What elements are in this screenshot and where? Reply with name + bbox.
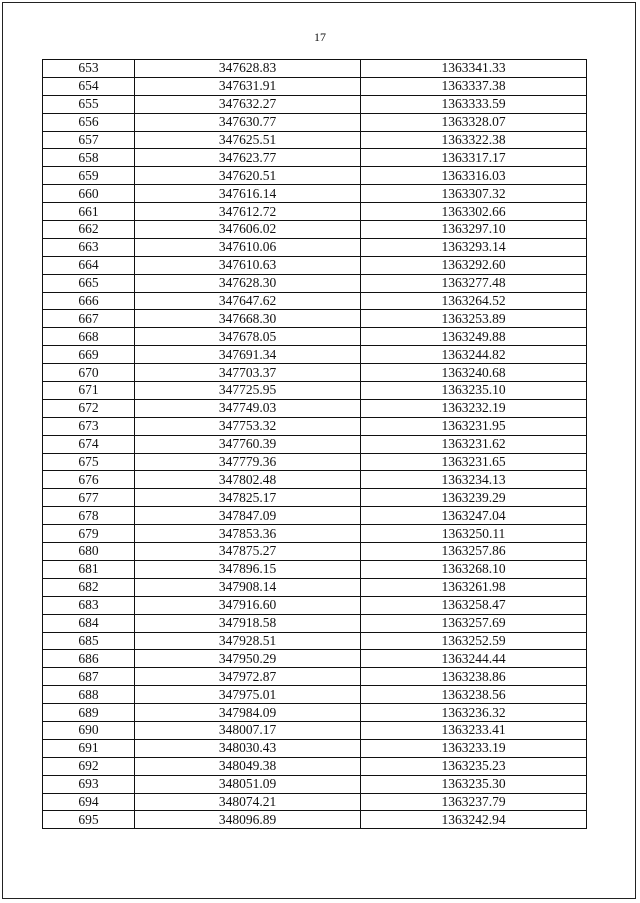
x-coordinate-cell: 348051.09 [135, 775, 361, 793]
x-coordinate-cell: 347975.01 [135, 686, 361, 704]
y-coordinate-cell: 1363233.41 [361, 721, 587, 739]
table-row [43, 811, 587, 829]
y-coordinate-cell: 1363261.98 [361, 578, 587, 596]
y-coordinate-cell: 1363316.03 [361, 167, 587, 185]
y-coordinate-cell: 1363258.47 [361, 596, 587, 614]
table-row [43, 721, 587, 739]
table-row [43, 382, 587, 400]
y-coordinate-cell: 1363328.07 [361, 113, 587, 131]
point-number-cell: 659 [43, 167, 135, 185]
y-coordinate-cell: 1363233.19 [361, 739, 587, 757]
table-row [43, 346, 587, 364]
point-number-cell: 658 [43, 149, 135, 167]
table-row [43, 60, 587, 78]
table-row [43, 632, 587, 650]
point-number-cell: 664 [43, 256, 135, 274]
table-row [43, 131, 587, 149]
point-number-cell: 666 [43, 292, 135, 310]
y-coordinate-cell: 1363238.86 [361, 668, 587, 686]
x-coordinate-cell: 347908.14 [135, 578, 361, 596]
y-coordinate-cell: 1363247.04 [361, 507, 587, 525]
point-number-cell: 685 [43, 632, 135, 650]
y-coordinate-cell: 1363239.29 [361, 489, 587, 507]
table-row [43, 417, 587, 435]
point-number-cell: 687 [43, 668, 135, 686]
point-number-cell: 672 [43, 399, 135, 417]
point-number-cell: 668 [43, 328, 135, 346]
table-row [43, 167, 587, 185]
x-coordinate-cell: 347610.06 [135, 238, 361, 256]
x-coordinate-cell: 347802.48 [135, 471, 361, 489]
y-coordinate-cell: 1363244.44 [361, 650, 587, 668]
x-coordinate-cell: 347853.36 [135, 525, 361, 543]
y-coordinate-cell: 1363253.89 [361, 310, 587, 328]
y-coordinate-cell: 1363244.82 [361, 346, 587, 364]
x-coordinate-cell: 347612.72 [135, 203, 361, 221]
y-coordinate-cell: 1363257.69 [361, 614, 587, 632]
table-row [43, 507, 587, 525]
y-coordinate-cell: 1363257.86 [361, 543, 587, 561]
table-row [43, 238, 587, 256]
point-number-cell: 657 [43, 131, 135, 149]
x-coordinate-cell: 347749.03 [135, 399, 361, 417]
coordinates-table [42, 59, 587, 829]
point-number-cell: 695 [43, 811, 135, 829]
x-coordinate-cell: 347668.30 [135, 310, 361, 328]
x-coordinate-cell: 347753.32 [135, 417, 361, 435]
y-coordinate-cell: 1363231.95 [361, 417, 587, 435]
table-row [43, 203, 587, 221]
point-number-cell: 677 [43, 489, 135, 507]
y-coordinate-cell: 1363238.56 [361, 686, 587, 704]
y-coordinate-cell: 1363237.79 [361, 793, 587, 811]
point-number-cell: 673 [43, 417, 135, 435]
table-row [43, 614, 587, 632]
table-row [43, 650, 587, 668]
y-coordinate-cell: 1363231.65 [361, 453, 587, 471]
x-coordinate-cell: 347916.60 [135, 596, 361, 614]
x-coordinate-cell: 347628.83 [135, 60, 361, 78]
table-row [43, 399, 587, 417]
table-row [43, 274, 587, 292]
table-row [43, 739, 587, 757]
point-number-cell: 674 [43, 435, 135, 453]
point-number-cell: 684 [43, 614, 135, 632]
y-coordinate-cell: 1363236.32 [361, 704, 587, 722]
table-row [43, 310, 587, 328]
point-number-cell: 690 [43, 721, 135, 739]
table-row [43, 364, 587, 382]
x-coordinate-cell: 348074.21 [135, 793, 361, 811]
table-row [43, 686, 587, 704]
y-coordinate-cell: 1363231.62 [361, 435, 587, 453]
y-coordinate-cell: 1363337.38 [361, 77, 587, 95]
x-coordinate-cell: 347623.77 [135, 149, 361, 167]
x-coordinate-cell: 347928.51 [135, 632, 361, 650]
x-coordinate-cell: 347984.09 [135, 704, 361, 722]
y-coordinate-cell: 1363252.59 [361, 632, 587, 650]
x-coordinate-cell: 347625.51 [135, 131, 361, 149]
point-number-cell: 661 [43, 203, 135, 221]
y-coordinate-cell: 1363268.10 [361, 560, 587, 578]
point-number-cell: 692 [43, 757, 135, 775]
point-number-cell: 691 [43, 739, 135, 757]
point-number-cell: 680 [43, 543, 135, 561]
x-coordinate-cell: 347896.15 [135, 560, 361, 578]
table-row [43, 704, 587, 722]
x-coordinate-cell: 348030.43 [135, 739, 361, 757]
table-row [43, 560, 587, 578]
point-number-cell: 667 [43, 310, 135, 328]
table-row [43, 113, 587, 131]
y-coordinate-cell: 1363297.10 [361, 221, 587, 239]
table-row [43, 793, 587, 811]
table-row [43, 221, 587, 239]
x-coordinate-cell: 347610.63 [135, 256, 361, 274]
y-coordinate-cell: 1363302.66 [361, 203, 587, 221]
point-number-cell: 670 [43, 364, 135, 382]
x-coordinate-cell: 347847.09 [135, 507, 361, 525]
x-coordinate-cell: 347972.87 [135, 668, 361, 686]
x-coordinate-cell: 347678.05 [135, 328, 361, 346]
x-coordinate-cell: 348096.89 [135, 811, 361, 829]
x-coordinate-cell: 347628.30 [135, 274, 361, 292]
table-row [43, 292, 587, 310]
y-coordinate-cell: 1363307.32 [361, 185, 587, 203]
y-coordinate-cell: 1363240.68 [361, 364, 587, 382]
y-coordinate-cell: 1363235.10 [361, 382, 587, 400]
x-coordinate-cell: 348007.17 [135, 721, 361, 739]
page-number: 17 [314, 30, 326, 44]
y-coordinate-cell: 1363293.14 [361, 238, 587, 256]
y-coordinate-cell: 1363322.38 [361, 131, 587, 149]
y-coordinate-cell: 1363235.30 [361, 775, 587, 793]
x-coordinate-cell: 347620.51 [135, 167, 361, 185]
point-number-cell: 660 [43, 185, 135, 203]
table-row [43, 471, 587, 489]
y-coordinate-cell: 1363341.33 [361, 60, 587, 78]
point-number-cell: 655 [43, 95, 135, 113]
x-coordinate-cell: 347630.77 [135, 113, 361, 131]
y-coordinate-cell: 1363292.60 [361, 256, 587, 274]
point-number-cell: 694 [43, 793, 135, 811]
x-coordinate-cell: 347760.39 [135, 435, 361, 453]
point-number-cell: 682 [43, 578, 135, 596]
table-row [43, 149, 587, 167]
x-coordinate-cell: 347616.14 [135, 185, 361, 203]
point-number-cell: 665 [43, 274, 135, 292]
x-coordinate-cell: 347725.95 [135, 382, 361, 400]
point-number-cell: 693 [43, 775, 135, 793]
x-coordinate-cell: 347950.29 [135, 650, 361, 668]
y-coordinate-cell: 1363232.19 [361, 399, 587, 417]
point-number-cell: 676 [43, 471, 135, 489]
point-number-cell: 689 [43, 704, 135, 722]
table-row [43, 77, 587, 95]
point-number-cell: 662 [43, 221, 135, 239]
point-number-cell: 681 [43, 560, 135, 578]
table-row [43, 668, 587, 686]
point-number-cell: 669 [43, 346, 135, 364]
x-coordinate-cell: 347647.62 [135, 292, 361, 310]
table-row [43, 578, 587, 596]
point-number-cell: 654 [43, 77, 135, 95]
y-coordinate-cell: 1363250.11 [361, 525, 587, 543]
x-coordinate-cell: 347703.37 [135, 364, 361, 382]
point-number-cell: 686 [43, 650, 135, 668]
table-row [43, 543, 587, 561]
x-coordinate-cell: 347631.91 [135, 77, 361, 95]
y-coordinate-cell: 1363317.17 [361, 149, 587, 167]
table-row [43, 489, 587, 507]
y-coordinate-cell: 1363242.94 [361, 811, 587, 829]
point-number-cell: 683 [43, 596, 135, 614]
y-coordinate-cell: 1363264.52 [361, 292, 587, 310]
point-number-cell: 688 [43, 686, 135, 704]
point-number-cell: 656 [43, 113, 135, 131]
point-number-cell: 678 [43, 507, 135, 525]
point-number-cell: 663 [43, 238, 135, 256]
point-number-cell: 653 [43, 60, 135, 78]
coordinates-table-body [43, 60, 587, 829]
x-coordinate-cell: 347875.27 [135, 543, 361, 561]
x-coordinate-cell: 347779.36 [135, 453, 361, 471]
table-row [43, 95, 587, 113]
y-coordinate-cell: 1363277.48 [361, 274, 587, 292]
table-row [43, 328, 587, 346]
point-number-cell: 679 [43, 525, 135, 543]
x-coordinate-cell: 347632.27 [135, 95, 361, 113]
y-coordinate-cell: 1363235.23 [361, 757, 587, 775]
y-coordinate-cell: 1363234.13 [361, 471, 587, 489]
table-row [43, 596, 587, 614]
table-row [43, 453, 587, 471]
x-coordinate-cell: 347691.34 [135, 346, 361, 364]
table-row [43, 775, 587, 793]
table-row [43, 757, 587, 775]
table-row [43, 185, 587, 203]
table-row [43, 435, 587, 453]
y-coordinate-cell: 1363333.59 [361, 95, 587, 113]
y-coordinate-cell: 1363249.88 [361, 328, 587, 346]
point-number-cell: 675 [43, 453, 135, 471]
x-coordinate-cell: 347825.17 [135, 489, 361, 507]
table-row [43, 256, 587, 274]
table-row [43, 525, 587, 543]
x-coordinate-cell: 348049.38 [135, 757, 361, 775]
point-number-cell: 671 [43, 382, 135, 400]
x-coordinate-cell: 347918.58 [135, 614, 361, 632]
x-coordinate-cell: 347606.02 [135, 221, 361, 239]
